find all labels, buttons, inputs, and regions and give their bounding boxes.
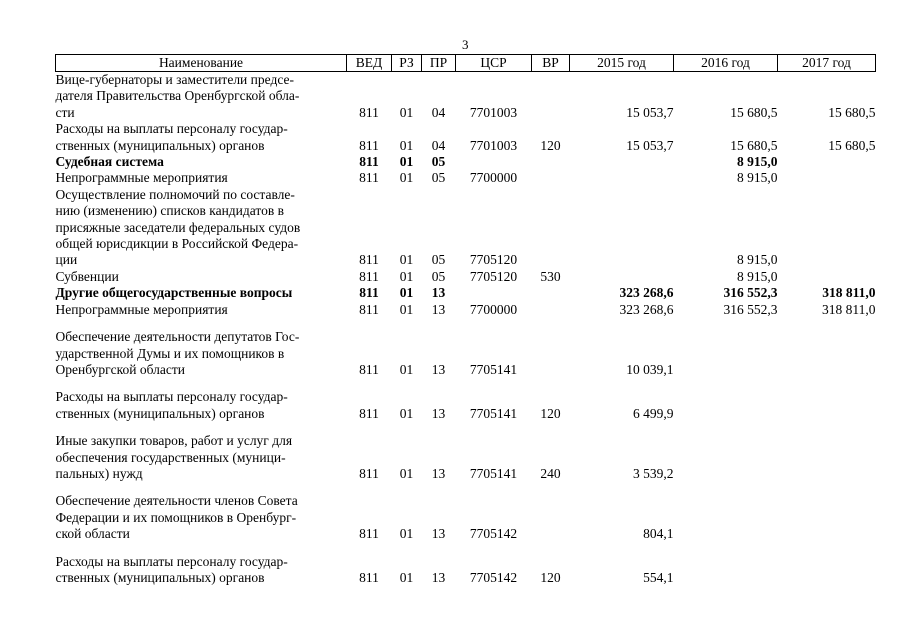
cell-y2017 bbox=[778, 269, 876, 285]
table-body bbox=[56, 72, 876, 587]
cell-pr: 05 bbox=[431, 170, 446, 186]
cell-csr: 7701003 bbox=[469, 104, 518, 120]
cell-y2015 bbox=[570, 269, 674, 285]
row-name-line: Обеспечение деятельности депутатов Гос- bbox=[55, 329, 300, 345]
cell-ved: 811 bbox=[359, 268, 379, 284]
row-name-line: Другие общегосударственные вопросы bbox=[55, 285, 293, 301]
cell-y2015: 3 539,2 bbox=[633, 465, 674, 481]
header-2015: 2015 год bbox=[570, 55, 674, 72]
row-name-line: Непрограммные мероприятия bbox=[55, 301, 228, 317]
cell-pr: 13 bbox=[431, 301, 446, 317]
cell-vr bbox=[532, 170, 570, 186]
row-name bbox=[56, 318, 347, 378]
cell-y2017: 318 811,0 bbox=[822, 285, 876, 301]
cell-vr bbox=[532, 482, 570, 542]
page-number: 3 bbox=[462, 37, 469, 52]
cell-pr: 13 bbox=[431, 465, 446, 481]
cell-pr: 13 bbox=[431, 285, 446, 301]
cell-rz: 01 bbox=[399, 465, 414, 481]
table-row bbox=[56, 269, 876, 285]
table-row bbox=[56, 187, 876, 269]
cell-rz: 01 bbox=[399, 268, 414, 284]
cell-pr: 05 bbox=[431, 252, 446, 268]
cell-vr bbox=[532, 318, 570, 378]
row-name-line: общей юрисдикции в Российской Федера- bbox=[55, 236, 299, 252]
cell-csr: 7705141 bbox=[469, 405, 518, 421]
table-row bbox=[56, 378, 876, 422]
row-name-line: ственных (муниципальных) органов bbox=[55, 405, 265, 421]
header-row bbox=[56, 55, 876, 72]
cell-y2015: 15 053,7 bbox=[626, 137, 674, 153]
cell-y2017 bbox=[778, 154, 876, 170]
row-name-line: Осуществление полномочий по составле- bbox=[55, 186, 295, 202]
row-name bbox=[56, 121, 347, 154]
cell-csr bbox=[456, 285, 532, 301]
cell-y2016: 316 552,3 bbox=[723, 285, 778, 301]
table-row bbox=[56, 72, 876, 122]
cell-vr: 530 bbox=[540, 268, 561, 284]
row-name-line: ции bbox=[55, 252, 78, 268]
table-row bbox=[56, 285, 876, 301]
cell-y2015: 15 053,7 bbox=[626, 104, 674, 120]
cell-ved: 811 bbox=[359, 104, 379, 120]
cell-vr bbox=[532, 72, 570, 122]
cell-y2015: 804,1 bbox=[643, 526, 674, 542]
cell-y2017: 15 680,5 bbox=[828, 104, 876, 120]
cell-y2016 bbox=[674, 422, 778, 482]
cell-vr: 120 bbox=[540, 405, 561, 421]
table-row bbox=[56, 482, 876, 542]
cell-pr: 04 bbox=[431, 137, 446, 153]
row-name bbox=[56, 154, 347, 170]
cell-pr: 13 bbox=[431, 405, 446, 421]
cell-y2015: 323 268,6 bbox=[619, 301, 674, 317]
header-2017: 2017 год bbox=[778, 55, 876, 72]
cell-vr bbox=[532, 154, 570, 170]
header-ved: ВЕД bbox=[347, 55, 392, 72]
cell-y2016: 8 915,0 bbox=[737, 154, 778, 170]
cell-y2017 bbox=[778, 170, 876, 186]
row-name-line: Расходы на выплаты персоналу государ- bbox=[55, 389, 288, 405]
header-2016: 2016 год bbox=[674, 55, 778, 72]
row-name-line: ской области bbox=[55, 526, 130, 542]
cell-y2015 bbox=[570, 170, 674, 186]
cell-csr bbox=[456, 154, 532, 170]
cell-vr bbox=[532, 302, 570, 318]
cell-pr: 04 bbox=[431, 104, 446, 120]
cell-y2015: 10 039,1 bbox=[626, 361, 674, 377]
header-csr: ЦСР bbox=[456, 55, 532, 72]
row-name-line: Вице-губернаторы и заместители предсе- bbox=[55, 72, 294, 87]
cell-ved: 811 bbox=[359, 170, 379, 186]
cell-ved: 811 bbox=[359, 405, 379, 421]
row-name bbox=[56, 302, 347, 318]
cell-csr: 7705120 bbox=[469, 268, 518, 284]
header-rz: РЗ bbox=[392, 55, 422, 72]
row-name-line: Обеспечение деятельности членов Совета bbox=[55, 493, 298, 509]
row-name-line: ственных (муниципальных) органов bbox=[55, 569, 265, 585]
row-name-line: обеспечения государственных (муници- bbox=[55, 449, 286, 465]
row-name bbox=[56, 72, 347, 122]
header-pr: ПР bbox=[422, 55, 456, 72]
cell-y2016 bbox=[674, 543, 778, 587]
cell-csr: 7705141 bbox=[469, 361, 518, 377]
cell-vr bbox=[532, 187, 570, 269]
cell-rz: 01 bbox=[399, 137, 414, 153]
cell-y2017 bbox=[778, 482, 876, 542]
cell-y2015: 554,1 bbox=[643, 569, 674, 585]
cell-csr: 7705141 bbox=[469, 465, 518, 481]
row-name-line: ударственной Думы и их помощников в bbox=[55, 345, 285, 361]
cell-y2017: 15 680,5 bbox=[828, 137, 876, 153]
cell-rz: 01 bbox=[399, 104, 414, 120]
header-name: Наименование bbox=[56, 55, 347, 72]
row-name-line: Непрограммные мероприятия bbox=[55, 170, 228, 186]
cell-y2016: 8 915,0 bbox=[737, 252, 778, 268]
cell-y2016: 15 680,5 bbox=[730, 104, 778, 120]
row-name-line: дателя Правительства Оренбургской обла- bbox=[55, 88, 300, 104]
cell-rz: 01 bbox=[399, 569, 414, 585]
row-name bbox=[56, 187, 347, 269]
header-vr: ВР bbox=[532, 55, 570, 72]
table-row bbox=[56, 121, 876, 154]
cell-rz: 01 bbox=[399, 170, 414, 186]
cell-ved: 811 bbox=[359, 569, 379, 585]
row-name-line: пальных) нужд bbox=[55, 465, 143, 481]
cell-csr: 7700000 bbox=[469, 301, 518, 317]
row-name-line: сти bbox=[55, 104, 75, 120]
cell-rz: 01 bbox=[399, 301, 414, 317]
cell-y2017 bbox=[778, 318, 876, 378]
cell-pr: 13 bbox=[431, 569, 446, 585]
cell-rz: 01 bbox=[399, 526, 414, 542]
budget-table bbox=[55, 54, 876, 586]
cell-vr: 120 bbox=[540, 137, 561, 153]
cell-y2016: 8 915,0 bbox=[737, 268, 778, 284]
cell-csr: 7700000 bbox=[469, 170, 518, 186]
cell-csr: 7705120 bbox=[469, 252, 518, 268]
cell-vr: 240 bbox=[540, 465, 561, 481]
cell-y2016: 316 552,3 bbox=[723, 301, 778, 317]
row-name-line: Расходы на выплаты персоналу государ- bbox=[55, 121, 288, 137]
row-name-line: Иные закупки товаров, работ и услуг для bbox=[55, 433, 293, 449]
row-name bbox=[56, 378, 347, 422]
cell-y2016 bbox=[674, 378, 778, 422]
cell-y2016 bbox=[674, 482, 778, 542]
cell-rz: 01 bbox=[399, 361, 414, 377]
cell-rz: 01 bbox=[399, 252, 414, 268]
cell-ved: 811 bbox=[359, 252, 379, 268]
cell-y2015: 323 268,6 bbox=[619, 285, 674, 301]
row-name bbox=[56, 543, 347, 587]
row-name-line: Субвенции bbox=[55, 268, 119, 284]
cell-y2015: 6 499,9 bbox=[633, 405, 674, 421]
cell-ved: 811 bbox=[359, 361, 379, 377]
row-name bbox=[56, 269, 347, 285]
cell-y2015 bbox=[570, 187, 674, 269]
cell-ved: 811 bbox=[359, 301, 379, 317]
table-row bbox=[56, 422, 876, 482]
cell-y2015 bbox=[570, 154, 674, 170]
cell-vr: 120 bbox=[540, 569, 561, 585]
cell-ved: 811 bbox=[359, 154, 379, 170]
cell-ved: 811 bbox=[359, 526, 379, 542]
cell-rz: 01 bbox=[399, 154, 414, 170]
cell-pr: 13 bbox=[431, 526, 446, 542]
cell-y2016 bbox=[674, 318, 778, 378]
cell-y2017 bbox=[778, 187, 876, 269]
row-name bbox=[56, 170, 347, 186]
cell-csr: 7705142 bbox=[469, 569, 518, 585]
row-name bbox=[56, 422, 347, 482]
cell-y2016: 15 680,5 bbox=[730, 137, 778, 153]
cell-pr: 05 bbox=[431, 268, 446, 284]
cell-pr: 13 bbox=[431, 361, 446, 377]
cell-ved: 811 bbox=[359, 285, 379, 301]
cell-y2017: 318 811,0 bbox=[822, 301, 876, 317]
cell-rz: 01 bbox=[399, 285, 414, 301]
table-row bbox=[56, 543, 876, 587]
row-name-line: присяжные заседатели федеральных судов bbox=[55, 219, 301, 235]
cell-ved: 811 bbox=[359, 465, 379, 481]
cell-rz: 01 bbox=[399, 405, 414, 421]
cell-y2017 bbox=[778, 422, 876, 482]
table-row bbox=[56, 154, 876, 170]
cell-csr: 7705142 bbox=[469, 526, 518, 542]
table-row bbox=[56, 302, 876, 318]
cell-vr bbox=[532, 285, 570, 301]
cell-y2017 bbox=[778, 543, 876, 587]
cell-pr: 05 bbox=[431, 154, 446, 170]
row-name-line: Судебная система bbox=[55, 154, 164, 170]
row-name-line: нию (изменению) списков кандидатов в bbox=[55, 203, 285, 219]
row-name-line: ственных (муниципальных) органов bbox=[55, 137, 265, 153]
cell-y2016: 8 915,0 bbox=[737, 170, 778, 186]
row-name bbox=[56, 285, 347, 301]
row-name bbox=[56, 482, 347, 542]
cell-ved: 811 bbox=[359, 137, 379, 153]
row-name-line: Федерации и их помощников в Оренбург- bbox=[55, 509, 297, 525]
cell-y2017 bbox=[778, 378, 876, 422]
table-row bbox=[56, 318, 876, 378]
row-name-line: Оренбургской области bbox=[55, 361, 185, 377]
table-row bbox=[56, 170, 876, 186]
row-name-line: Расходы на выплаты персоналу государ- bbox=[55, 553, 288, 569]
cell-csr: 7701003 bbox=[469, 137, 518, 153]
